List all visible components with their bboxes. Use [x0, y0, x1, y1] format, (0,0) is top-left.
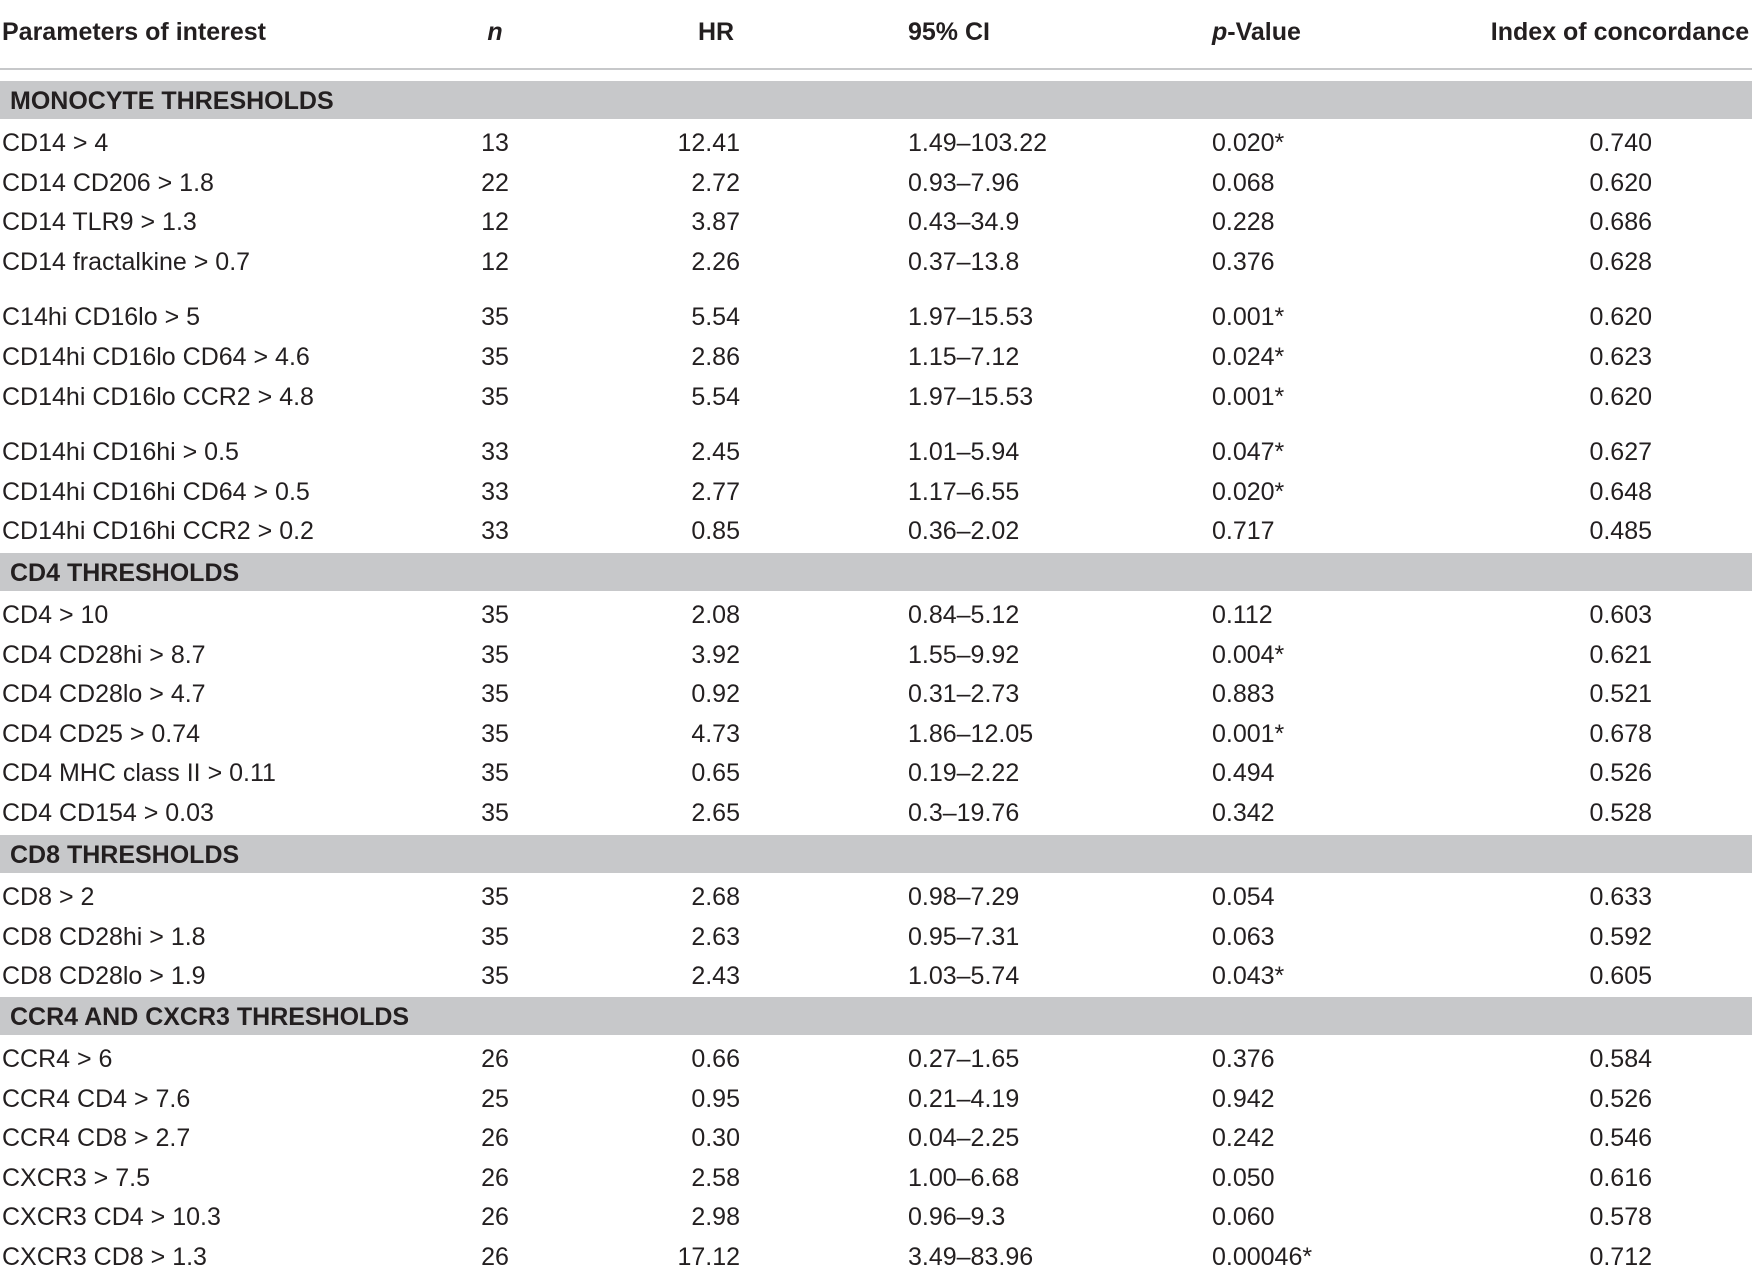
cell-p: 0.054: [1212, 883, 1275, 911]
cell-hr: 0.92: [691, 680, 740, 709]
cell-conc: 0.620: [1589, 382, 1652, 411]
cell-param: CD14 fractalkine > 0.7: [2, 247, 251, 276]
table-row: [0, 956, 1752, 996]
table-row: [0, 1158, 1752, 1198]
header-rule: [0, 68, 1752, 70]
header-n: n: [487, 18, 503, 46]
cell-p: 0.024*: [1212, 343, 1285, 371]
cell-param: CD4 CD28lo > 4.7: [2, 680, 206, 709]
cell-ci: 0.27–1.65: [908, 1045, 1020, 1073]
cell-param: CD14hi CD16hi CCR2 > 0.2: [2, 517, 314, 546]
cell-ci: 0.95–7.31: [908, 922, 1020, 951]
cell-p: 0.060: [1212, 1203, 1275, 1232]
cell-hr: 0.65: [691, 759, 740, 788]
table-row: [0, 472, 1752, 512]
cell-param: CCR4 > 6: [2, 1045, 113, 1073]
cell-hr: 5.54: [691, 303, 740, 332]
cell-hr: 2.26: [691, 247, 740, 276]
cell-conc: 0.584: [1589, 1045, 1652, 1073]
cell-param: CXCR3 > 7.5: [2, 1163, 150, 1192]
table-row: [0, 1237, 1752, 1277]
cell-p: 0.001*: [1212, 303, 1285, 332]
cell-p: 0.001*: [1212, 719, 1285, 748]
table-row: [0, 595, 1752, 635]
cell-hr: 3.87: [691, 208, 740, 237]
table-row: [0, 377, 1752, 417]
cell-conc: 0.648: [1589, 477, 1652, 506]
cell-p: 0.020*: [1212, 477, 1285, 506]
header-p-value: p-Value: [1212, 18, 1301, 46]
table-row: [0, 917, 1752, 957]
cell-n: 12: [481, 247, 509, 276]
table-row: [0, 163, 1752, 203]
section-title: CD4 THRESHOLDS: [10, 559, 240, 587]
cell-n: 33: [481, 477, 509, 506]
cell-param: CD8 CD28hi > 1.8: [2, 922, 206, 951]
cell-param: CXCR3 CD4 > 10.3: [2, 1203, 221, 1232]
cell-n: 26: [481, 1163, 509, 1192]
cell-param: CD14hi CD16lo CCR2 > 4.8: [2, 382, 314, 411]
cell-param: CD4 CD25 > 0.74: [2, 719, 201, 748]
cell-p: 0.342: [1212, 799, 1275, 827]
cell-ci: 0.37–13.8: [908, 247, 1020, 276]
cell-p: 0.050: [1212, 1163, 1275, 1192]
table-row: [0, 753, 1752, 793]
cell-hr: 2.43: [691, 962, 740, 991]
cell-p: 0.494: [1212, 759, 1275, 788]
table-row: [0, 123, 1752, 163]
cell-hr: 2.65: [691, 799, 740, 827]
section-title: CCR4 AND CXCR3 THRESHOLDS: [10, 1003, 410, 1031]
cell-ci: 1.00–6.68: [908, 1163, 1020, 1192]
cell-p: 0.043*: [1212, 962, 1285, 991]
cell-hr: 2.68: [691, 883, 740, 911]
cell-hr: 2.63: [691, 922, 740, 951]
table-row: [0, 202, 1752, 242]
cell-ci: 0.98–7.29: [908, 883, 1020, 911]
cell-param: CD4 CD28hi > 8.7: [2, 640, 206, 669]
cell-n: 35: [481, 719, 509, 748]
cell-p: 0.717: [1212, 517, 1275, 546]
cell-n: 35: [481, 303, 509, 332]
cell-p: 0.00046*: [1212, 1243, 1313, 1271]
cell-ci: 0.36–2.02: [908, 517, 1020, 546]
cell-param: CD8 CD28lo > 1.9: [2, 962, 206, 991]
cell-p: 0.942: [1212, 1084, 1275, 1113]
cell-ci: 0.3–19.76: [908, 799, 1020, 827]
section-title: CD8 THRESHOLDS: [10, 841, 240, 869]
cell-n: 35: [481, 759, 509, 788]
cell-p: 0.883: [1212, 680, 1275, 709]
cell-p: 0.228: [1212, 208, 1275, 237]
table-row: [0, 714, 1752, 754]
cell-n: 33: [481, 517, 509, 546]
cell-ci: 0.96–9.3: [908, 1203, 1006, 1232]
cell-ci: 1.55–9.92: [908, 640, 1020, 669]
cell-n: 35: [481, 799, 509, 827]
cell-conc: 0.526: [1589, 759, 1652, 788]
header-ci: 95% CI: [908, 18, 990, 46]
cell-conc: 0.546: [1589, 1124, 1652, 1153]
cell-hr: 0.85: [691, 517, 740, 546]
cell-n: 13: [481, 129, 509, 157]
cell-n: 35: [481, 382, 509, 411]
cell-ci: 3.49–83.96: [908, 1243, 1034, 1271]
cell-hr: 2.98: [691, 1203, 740, 1232]
table-row: [0, 877, 1752, 917]
cell-ci: 1.49–103.22: [908, 129, 1048, 157]
cell-n: 12: [481, 208, 509, 237]
cell-conc: 0.627: [1589, 438, 1652, 467]
table-row: [0, 337, 1752, 377]
cell-conc: 0.592: [1589, 922, 1652, 951]
cell-ci: 0.84–5.12: [908, 601, 1020, 629]
cell-hr: 0.66: [691, 1045, 740, 1073]
cell-n: 35: [481, 883, 509, 911]
cell-conc: 0.603: [1589, 601, 1652, 629]
cell-n: 26: [481, 1203, 509, 1232]
table-row: [0, 1197, 1752, 1237]
section-title: MONOCYTE THRESHOLDS: [10, 87, 334, 115]
cell-conc: 0.621: [1589, 640, 1652, 669]
cell-param: CCR4 CD8 > 2.7: [2, 1124, 191, 1153]
cell-param: CD14hi CD16hi > 0.5: [2, 438, 239, 467]
cell-hr: 2.72: [691, 168, 740, 197]
cell-n: 26: [481, 1243, 509, 1271]
cell-hr: 2.08: [691, 601, 740, 629]
table-row: [0, 1118, 1752, 1158]
cell-p: 0.376: [1212, 1045, 1275, 1073]
cell-ci: 1.01–5.94: [908, 438, 1020, 467]
cell-conc: 0.485: [1589, 517, 1652, 546]
cell-conc: 0.578: [1589, 1203, 1652, 1232]
header-parameters: Parameters of interest: [2, 18, 267, 46]
cell-n: 26: [481, 1124, 509, 1153]
cell-param: CD4 CD154 > 0.03: [2, 799, 214, 827]
cell-ci: 1.03–5.74: [908, 962, 1020, 991]
header-hr: HR: [697, 18, 735, 46]
cell-ci: 1.86–12.05: [908, 719, 1034, 748]
cell-param: CD14 TLR9 > 1.3: [2, 208, 197, 237]
table-row: [0, 242, 1752, 282]
cell-n: 25: [481, 1084, 509, 1113]
cell-param: CD14hi CD16hi CD64 > 0.5: [2, 477, 310, 506]
section-header: [0, 997, 1752, 1035]
cell-n: 35: [481, 601, 509, 629]
cell-hr: 0.95: [691, 1084, 740, 1113]
cell-conc: 0.528: [1589, 799, 1652, 827]
cell-conc: 0.633: [1589, 883, 1652, 911]
cell-p: 0.020*: [1212, 129, 1285, 157]
header-concordance: Index of concordance: [1490, 18, 1750, 46]
table-row: [0, 297, 1752, 337]
cell-param: CXCR3 CD8 > 1.3: [2, 1243, 207, 1271]
cell-param: CD14 CD206 > 1.8: [2, 168, 214, 197]
cell-n: 35: [481, 962, 509, 991]
cell-param: C14hi CD16lo > 5: [2, 303, 201, 332]
cell-p: 0.112: [1212, 601, 1273, 629]
cell-hr: 2.45: [691, 438, 740, 467]
cell-conc: 0.686: [1589, 208, 1652, 237]
cell-ci: 1.97–15.53: [908, 382, 1034, 411]
cell-conc: 0.620: [1589, 303, 1652, 332]
table-row: [0, 674, 1752, 714]
cell-p: 0.047*: [1212, 438, 1285, 467]
cell-param: CD14hi CD16lo CD64 > 4.6: [2, 343, 310, 371]
cell-conc: 0.616: [1589, 1163, 1652, 1192]
cell-n: 35: [481, 680, 509, 709]
cell-ci: 0.19–2.22: [908, 759, 1020, 788]
cell-param: CD4 MHC class II > 0.11: [2, 759, 276, 788]
cell-ci: 0.93–7.96: [908, 168, 1020, 197]
cell-hr: 0.30: [691, 1124, 740, 1153]
cell-n: 22: [481, 168, 509, 197]
cell-hr: 17.12: [677, 1243, 740, 1271]
cell-conc: 0.521: [1589, 680, 1652, 709]
table-row: [0, 432, 1752, 472]
cell-hr: 4.73: [691, 719, 740, 748]
cell-hr: 5.54: [691, 382, 740, 411]
cell-p: 0.242: [1212, 1124, 1275, 1153]
cell-param: CCR4 CD4 > 7.6: [2, 1084, 191, 1113]
cell-conc: 0.740: [1589, 129, 1652, 157]
cell-ci: 1.15–7.12: [908, 343, 1020, 371]
cell-hr: 2.77: [691, 477, 740, 506]
cell-hr: 3.92: [691, 640, 740, 669]
cell-param: CD8 > 2: [2, 883, 95, 911]
section-header: [0, 835, 1752, 873]
cell-n: 33: [481, 438, 509, 467]
cell-p: 0.001*: [1212, 382, 1285, 411]
cell-hr: 12.41: [677, 129, 740, 157]
cell-n: 26: [481, 1045, 509, 1073]
cell-p: 0.376: [1212, 247, 1275, 276]
cell-ci: 0.04–2.25: [908, 1124, 1020, 1153]
cell-ci: 1.17–6.55: [908, 477, 1020, 506]
cell-conc: 0.712: [1589, 1243, 1652, 1271]
cell-param: CD14 > 4: [2, 129, 109, 157]
cell-conc: 0.620: [1589, 168, 1652, 197]
table-row: [0, 511, 1752, 551]
cell-param: CD4 > 10: [2, 601, 109, 629]
cell-p: 0.004*: [1212, 640, 1285, 669]
table-row: [0, 1039, 1752, 1079]
cell-n: 35: [481, 343, 509, 371]
cell-ci: 0.21–4.19: [908, 1084, 1020, 1113]
cell-conc: 0.526: [1589, 1084, 1652, 1113]
table-row: [0, 793, 1752, 833]
cell-hr: 2.58: [691, 1163, 740, 1192]
cell-ci: 0.43–34.9: [908, 208, 1020, 237]
table-row: [0, 635, 1752, 675]
cell-ci: 1.97–15.53: [908, 303, 1034, 332]
cell-p: 0.068: [1212, 168, 1275, 197]
cell-conc: 0.628: [1589, 247, 1652, 276]
cell-conc: 0.678: [1589, 719, 1652, 748]
cell-n: 35: [481, 640, 509, 669]
section-header: [0, 553, 1752, 591]
cell-p: 0.063: [1212, 922, 1275, 951]
cell-n: 35: [481, 922, 509, 951]
cell-hr: 2.86: [691, 343, 740, 371]
table-row: [0, 1079, 1752, 1119]
cell-conc: 0.605: [1589, 962, 1652, 991]
cell-ci: 0.31–2.73: [908, 680, 1020, 709]
table-header: [0, 12, 1752, 52]
cell-conc: 0.623: [1589, 343, 1652, 371]
section-header: [0, 81, 1752, 119]
